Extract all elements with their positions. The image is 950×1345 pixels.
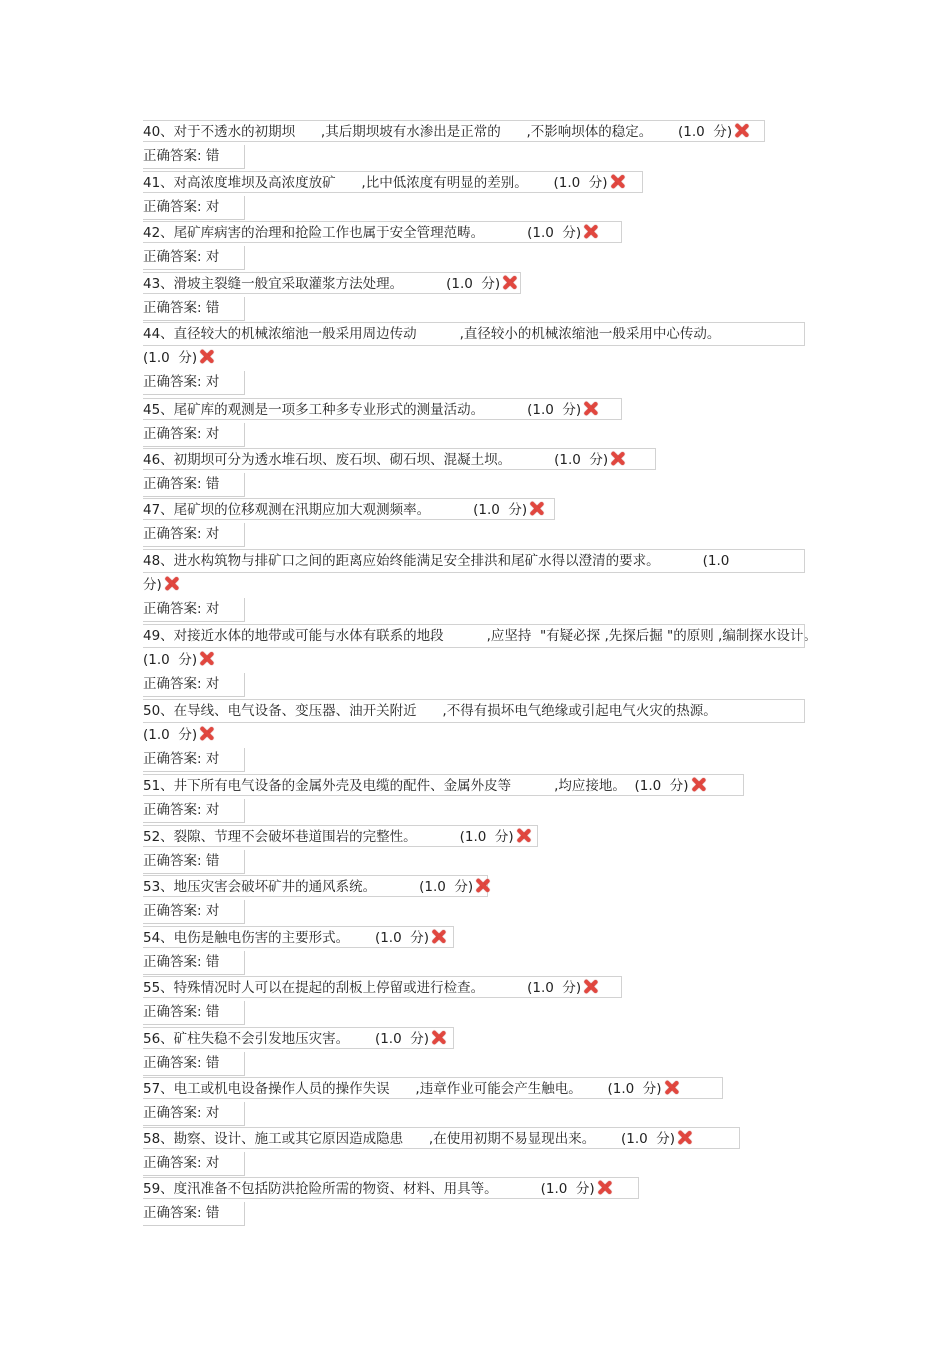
question-score: (1.0 分) xyxy=(459,829,514,845)
correct-answer-label: 正确答案: xyxy=(143,1205,206,1221)
question-item xyxy=(143,398,808,447)
question-line xyxy=(143,1077,808,1101)
question-item xyxy=(143,1027,808,1076)
correct-answer-label: 正确答案: xyxy=(143,802,206,818)
question-line xyxy=(143,1027,808,1051)
correct-answer-value: 错 xyxy=(205,148,220,164)
question-score: (1.0 分) xyxy=(554,452,609,468)
question-text: 45、尾矿库的观测是一项多工种多专业形式的测量活动。 xyxy=(143,402,528,418)
question-score: (1.0 分) xyxy=(143,350,198,366)
correct-answer-value: 错 xyxy=(205,954,220,970)
question-score: (1.0 分) xyxy=(634,778,689,794)
question-score: (1.0 分) xyxy=(620,1131,676,1147)
wrong-mark-icon xyxy=(516,828,531,843)
question-text: 44、直径较大的机械浓缩池一般采用周边传动 ,直径较小的机械浓缩池一般采用中心传动。 xyxy=(143,326,721,342)
correct-answer-label: 正确答案: xyxy=(143,853,206,869)
question-line xyxy=(143,448,808,472)
question-line xyxy=(143,774,808,798)
correct-answer-label: 正确答案: xyxy=(143,1105,206,1121)
question-item xyxy=(143,699,808,772)
question-text: 58、勘察、设计、施工或其它原因造成隐患 ,在使用初期不易显现出来。 xyxy=(143,1131,621,1147)
question-text: 53、地压灾害会破坏矿井的通风系统。 xyxy=(143,879,420,895)
correct-answer-value: 错 xyxy=(205,853,220,869)
question-line xyxy=(143,825,808,849)
question-item xyxy=(143,272,808,321)
question-item xyxy=(143,322,808,395)
correct-answer-value: 对 xyxy=(205,374,220,390)
wrong-mark-icon xyxy=(502,275,517,290)
question-line xyxy=(143,120,808,144)
correct-answer-row xyxy=(143,297,245,321)
correct-answer-value: 对 xyxy=(205,249,220,265)
correct-answer-row xyxy=(143,523,245,547)
question-score: (1.0 分) xyxy=(473,502,528,518)
question-text: 46、初期坝可分为透水堆石坝、废石坝、砌石坝、混凝土坝。 xyxy=(143,452,555,468)
wrong-mark-icon xyxy=(529,501,544,516)
correct-answer-row xyxy=(143,951,245,975)
correct-answer-row xyxy=(143,371,245,395)
question-text: 59、度汛准备不包括防洪抢险所需的物资、材料、用具等。 xyxy=(143,1181,541,1197)
question-item xyxy=(143,448,808,497)
question-score: (1.0 分) xyxy=(527,225,582,241)
correct-answer-row xyxy=(143,598,245,622)
correct-answer-label: 正确答案: xyxy=(143,249,206,265)
correct-answer-label: 正确答案: xyxy=(143,300,206,316)
correct-answer-row xyxy=(143,473,245,497)
correct-answer-value: 对 xyxy=(205,751,220,767)
wrong-mark-icon xyxy=(691,777,706,792)
question-line xyxy=(143,1127,808,1151)
correct-answer-label: 正确答案: xyxy=(143,526,206,542)
question-text: 57、电工或机电设备操作人员的操作失误 ,违章作业可能会产生触电。 xyxy=(143,1081,608,1097)
question-text: 55、特殊情况时人可以在提起的刮板上停留或进行检查。 xyxy=(143,980,528,996)
correct-answer-label: 正确答案: xyxy=(143,903,206,919)
wrong-mark-icon xyxy=(431,1030,446,1045)
wrong-mark-icon xyxy=(664,1080,679,1095)
question-line xyxy=(143,1177,808,1201)
question-item xyxy=(143,549,808,622)
question-score: (1.0 分) xyxy=(143,652,198,668)
question-item xyxy=(143,120,808,169)
question-line xyxy=(143,272,808,296)
correct-answer-label: 正确答案: xyxy=(143,954,206,970)
question-line xyxy=(143,624,826,672)
question-item xyxy=(143,875,808,924)
question-item xyxy=(143,1077,808,1126)
question-item xyxy=(143,1177,808,1226)
question-text: 50、在导线、电气设备、变压器、油开关附近 ,不得有损坏电气绝缘或引起电气火灾的热源。 xyxy=(143,703,717,719)
correct-answer-value: 错 xyxy=(205,476,220,492)
correct-answer-row xyxy=(143,748,245,772)
correct-answer-row xyxy=(143,1001,245,1025)
question-score: (1.0 分) xyxy=(527,402,582,418)
wrong-mark-icon xyxy=(199,651,214,666)
correct-answer-row xyxy=(143,1152,245,1176)
question-item xyxy=(143,926,808,975)
question-score: (1.0 分) xyxy=(419,879,474,895)
correct-answer-value: 错 xyxy=(205,1055,220,1071)
correct-answer-value: 错 xyxy=(205,300,220,316)
question-text: 42、尾矿库病害的治理和抢险工作也属于安全管理范畴。 xyxy=(143,225,528,241)
wrong-mark-icon xyxy=(199,726,214,741)
wrong-mark-icon xyxy=(199,349,214,364)
correct-answer-value: 错 xyxy=(205,1004,220,1020)
wrong-mark-icon xyxy=(610,174,625,189)
correct-answer-row xyxy=(143,246,245,270)
question-item xyxy=(143,976,808,1025)
question-line xyxy=(143,926,808,950)
correct-answer-label: 正确答案: xyxy=(143,1004,206,1020)
wrong-mark-icon xyxy=(431,929,446,944)
correct-answer-value: 对 xyxy=(205,526,220,542)
correct-answer-value: 对 xyxy=(205,1155,220,1171)
question-line xyxy=(143,398,808,422)
correct-answer-row xyxy=(143,145,245,169)
correct-answer-label: 正确答案: xyxy=(143,148,206,164)
question-item xyxy=(143,498,808,547)
question-score: 分) xyxy=(143,577,162,593)
question-text: 40、对于不透水的初期坝 ,其后期坝坡有水渗出是正常的 ,不影响坝体的稳定。 xyxy=(143,124,679,140)
correct-answer-row xyxy=(143,673,245,697)
question-line xyxy=(143,976,808,1000)
correct-answer-row xyxy=(143,1202,245,1226)
correct-answer-label: 正确答案: xyxy=(143,426,206,442)
wrong-mark-icon xyxy=(583,224,598,239)
question-score: (1.0 分) xyxy=(446,276,501,292)
question-item xyxy=(143,774,808,823)
question-text: 56、矿柱失稳不会引发地压灾害。 xyxy=(143,1031,375,1047)
correct-answer-label: 正确答案: xyxy=(143,676,206,692)
correct-answer-value: 对 xyxy=(205,903,220,919)
question-text: 51、井下所有电气设备的金属外壳及电缆的配件、金属外皮等 ,均应接地。 xyxy=(143,778,635,794)
correct-answer-row xyxy=(143,423,245,447)
correct-answer-value: 对 xyxy=(205,199,220,215)
question-line xyxy=(143,875,808,899)
correct-answer-row xyxy=(143,196,245,220)
correct-answer-label: 正确答案: xyxy=(143,751,206,767)
correct-answer-row xyxy=(143,799,245,823)
wrong-mark-icon xyxy=(734,123,749,138)
wrong-mark-icon xyxy=(610,451,625,466)
question-item xyxy=(143,624,826,697)
question-item xyxy=(143,1127,808,1176)
question-line xyxy=(143,322,808,370)
correct-answer-value: 对 xyxy=(205,426,220,442)
question-item xyxy=(143,825,808,874)
correct-answer-row xyxy=(143,1052,245,1076)
correct-answer-value: 对 xyxy=(205,802,220,818)
correct-answer-value: 错 xyxy=(205,1205,220,1221)
wrong-mark-icon xyxy=(677,1130,692,1145)
correct-answer-label: 正确答案: xyxy=(143,476,206,492)
question-score: (1.0 分) xyxy=(540,1181,595,1197)
question-text: 52、裂隙、节理不会破坏巷道围岩的完整性。 xyxy=(143,829,460,845)
wrong-mark-icon xyxy=(583,401,598,416)
question-score: (1.0 分) xyxy=(143,727,198,743)
question-score: (1.0 分) xyxy=(374,1031,430,1047)
question-score: (1.0 分) xyxy=(553,175,608,191)
correct-answer-value: 对 xyxy=(205,1105,220,1121)
question-text: 47、尾矿坝的位移观测在汛期应加大观测频率。 xyxy=(143,502,474,518)
question-line xyxy=(143,549,808,597)
question-text: 41、对高浓度堆坝及高浓度放矿 ,比中低浓度有明显的差别。 xyxy=(143,175,554,191)
correct-answer-value: 对 xyxy=(205,601,220,617)
wrong-mark-icon xyxy=(475,878,490,893)
question-score: (1.0 分) xyxy=(607,1081,662,1097)
question-score: (1.0 分) xyxy=(374,930,430,946)
question-line xyxy=(143,221,808,245)
question-item xyxy=(143,171,808,220)
question-score: (1.0 分) xyxy=(678,124,733,140)
correct-answer-label: 正确答案: xyxy=(143,1055,206,1071)
correct-answer-value: 对 xyxy=(205,676,220,692)
wrong-mark-icon xyxy=(597,1180,612,1195)
question-text: 49、对接近水体的地带或可能与水体有联系的地段 ,应坚持 "有疑必探 ,先探后掘 "的原则 ,编制探水设计。 xyxy=(143,628,826,644)
correct-answer-row xyxy=(143,900,245,924)
question-text: 43、滑坡主裂缝一般宜采取灌浆方法处理。 xyxy=(143,276,447,292)
wrong-mark-icon xyxy=(583,979,598,994)
question-line xyxy=(143,498,808,522)
correct-answer-label: 正确答案: xyxy=(143,374,206,390)
question-line xyxy=(143,171,808,195)
question-line xyxy=(143,699,808,747)
correct-answer-label: 正确答案: xyxy=(143,199,206,215)
correct-answer-label: 正确答案: xyxy=(143,1155,206,1171)
correct-answer-label: 正确答案: xyxy=(143,601,206,617)
question-text: 48、进水构筑物与排矿口之间的距离应始终能满足安全排洪和尾矿水得以澄清的要求。 (1.0 xyxy=(143,553,730,569)
question-text: 54、电伤是触电伤害的主要形式。 xyxy=(143,930,375,946)
question-item xyxy=(143,221,808,270)
wrong-mark-icon xyxy=(164,576,179,591)
correct-answer-row xyxy=(143,1102,245,1126)
question-score: (1.0 分) xyxy=(527,980,582,996)
correct-answer-row xyxy=(143,850,245,874)
